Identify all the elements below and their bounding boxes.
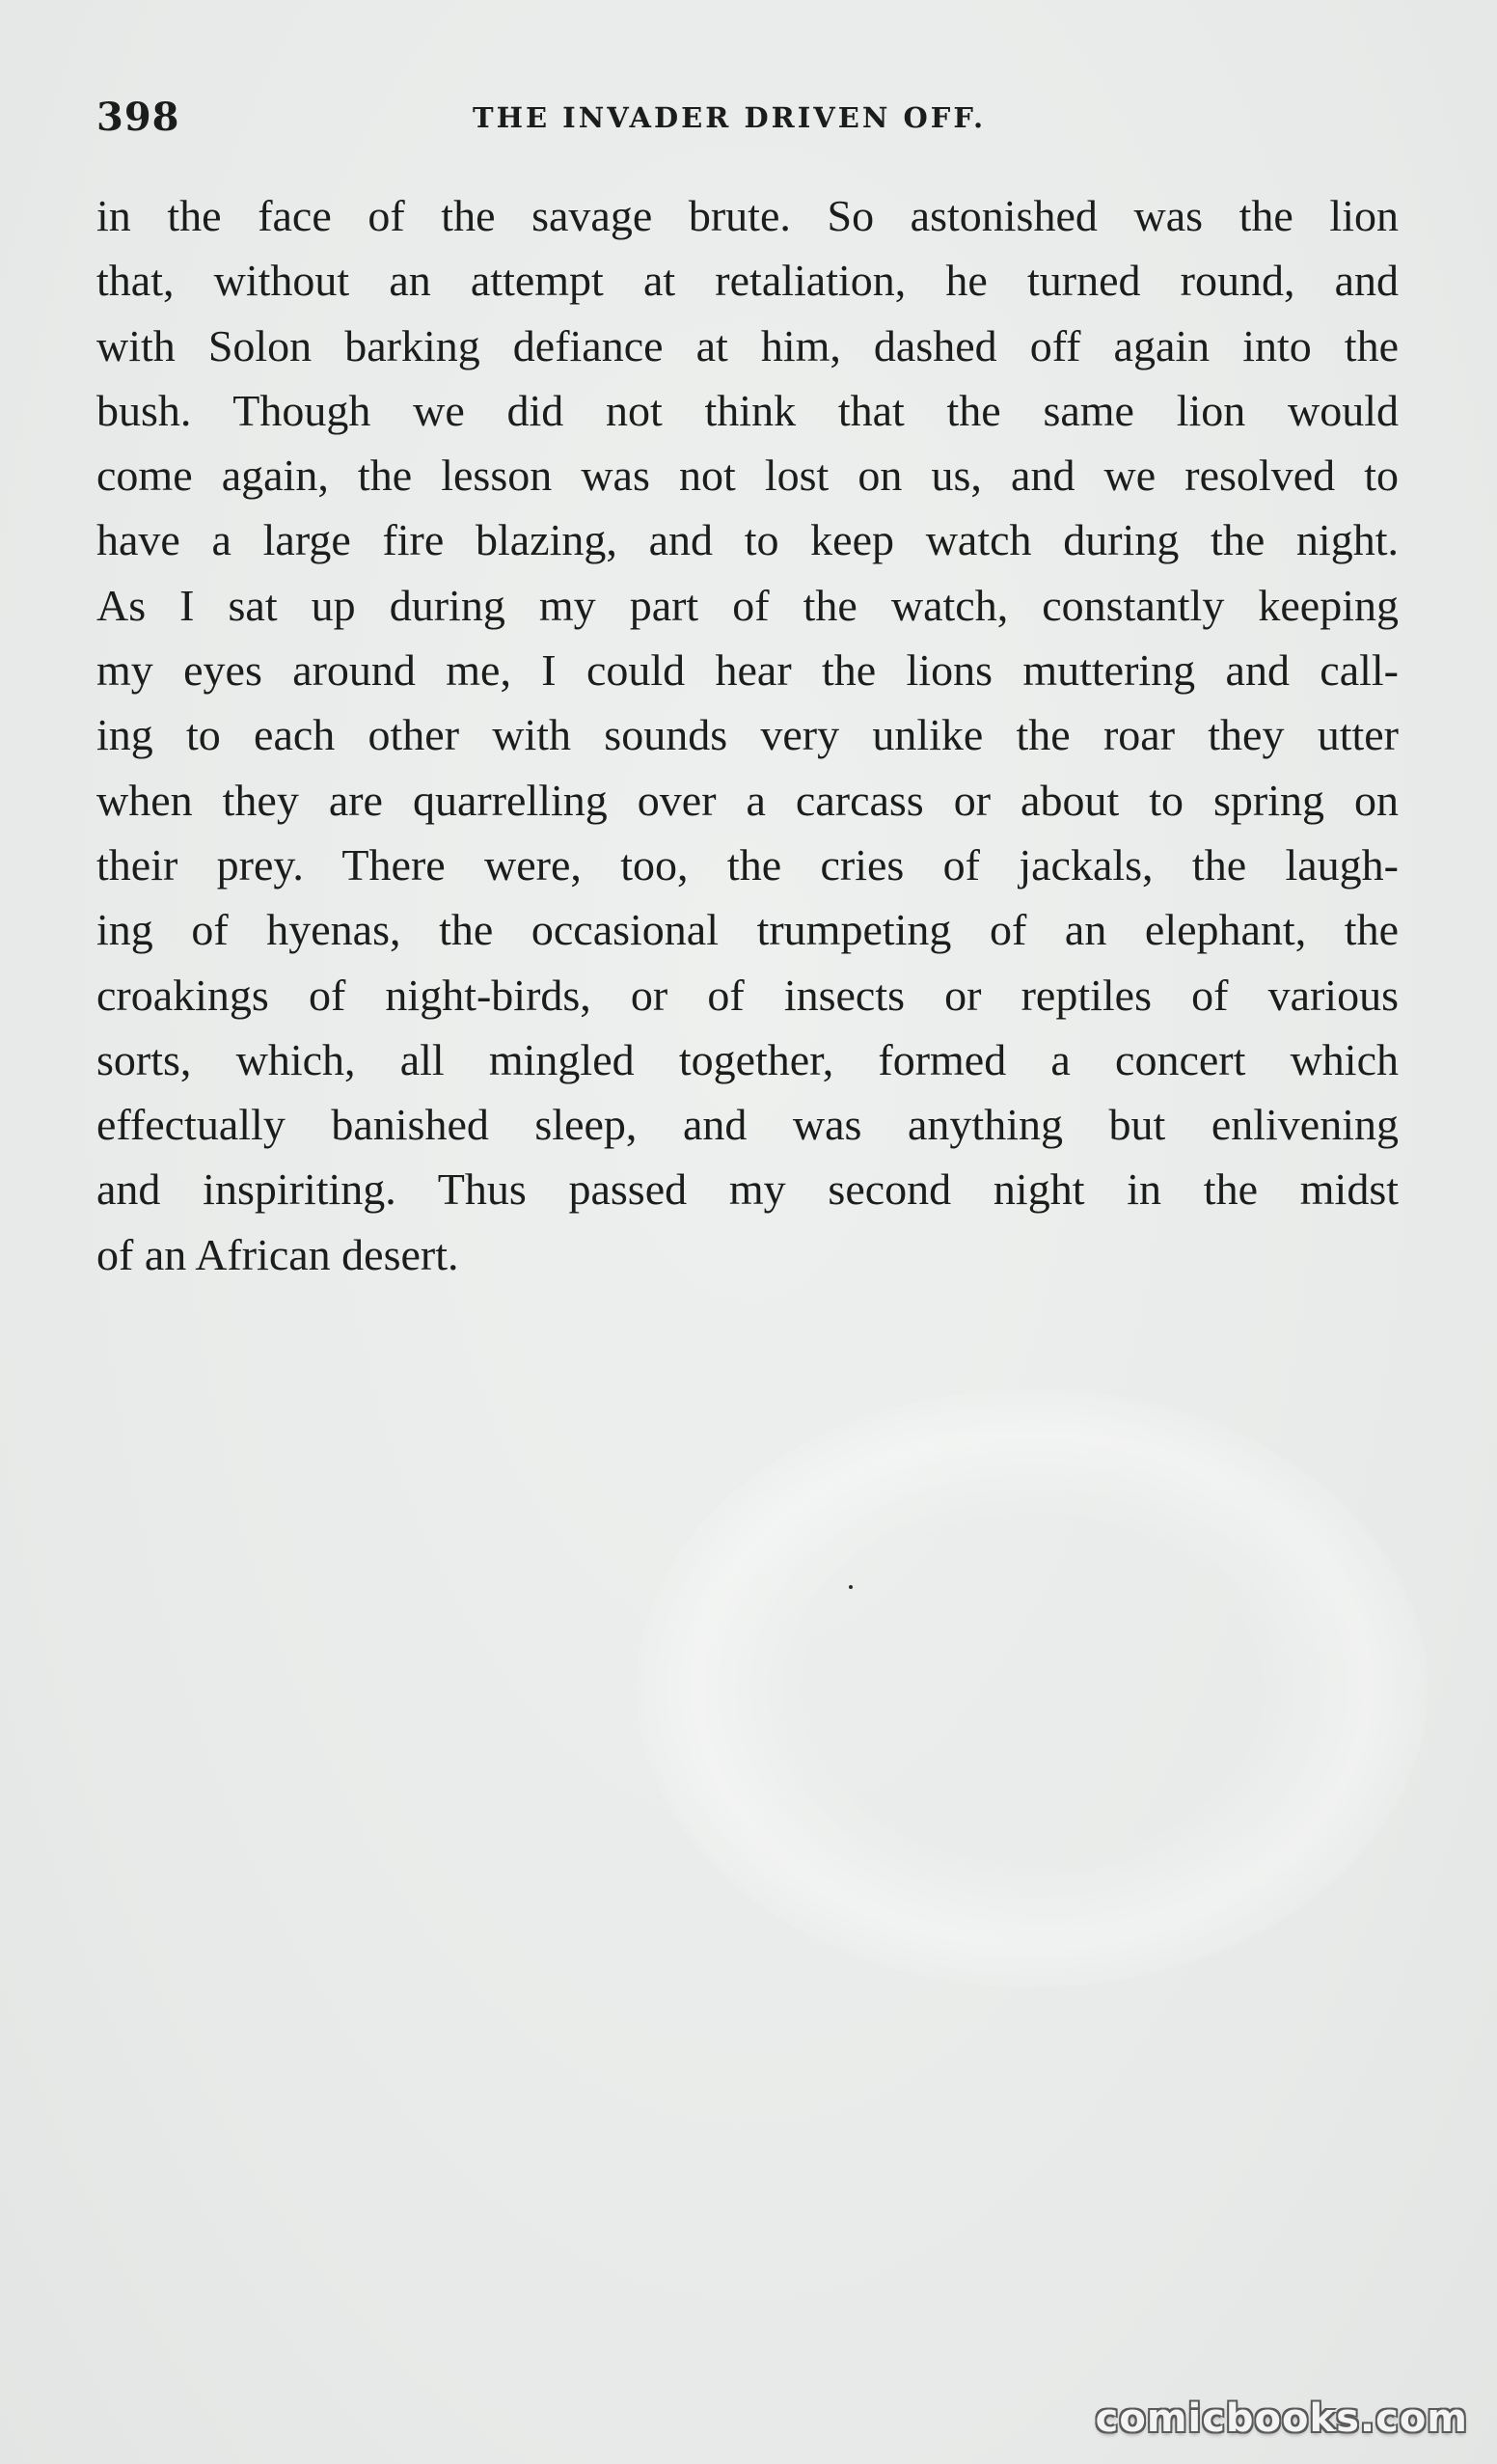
text-line: ing of hyenas, the occasional trumpeting of an elephant, the [96, 905, 1399, 955]
page-number: 398 [96, 95, 180, 140]
ink-speck [849, 1585, 853, 1589]
text-line: that, without an attempt at retaliation, he turned round, and [96, 256, 1399, 306]
text-line: have a large fire blazing, and to keep watch during the night. [96, 515, 1399, 565]
text-line: bush. Though we did not think that the same lion would [96, 385, 1399, 435]
text-line: and inspiriting. Thus passed my second night in the midst [96, 1164, 1399, 1215]
paper-bleed-through [637, 1389, 1428, 1987]
text-line: my eyes around me, I could hear the lions muttering and call- [96, 645, 1399, 696]
text-line: ing to each other with sounds very unlike the roar they utter [96, 710, 1399, 760]
text-line: when they are quarrelling over a carcass or about to spring on [96, 775, 1399, 825]
text-line-last: of an African desert. [96, 1229, 459, 1279]
running-title: THE INVADER DRIVEN OFF. [473, 101, 987, 134]
text-line: sorts, which, all mingled together, formed a concert which [96, 1034, 1399, 1084]
text-line: come again, the lesson was not lost on us, and we resolved to [96, 451, 1399, 501]
text-line: As I sat up during my part of the watch, constantly keeping [96, 580, 1399, 630]
body-text [96, 183, 1399, 1287]
running-head [96, 89, 1399, 147]
text-line: with Solon barking defiance at him, dashed off again into the [96, 320, 1399, 370]
text-line: in the face of the savage brute. So astonished was the lion [96, 191, 1399, 240]
text-line: croakings of night-birds, or of insects or reptiles of various [96, 970, 1399, 1020]
text-line: their prey. There were, too, the cries of jackals, the laugh- [96, 839, 1399, 890]
watermark: comicbooks.com [1095, 2396, 1468, 2441]
text-line: effectually banished sleep, and was anything but enlivening [96, 1100, 1399, 1150]
